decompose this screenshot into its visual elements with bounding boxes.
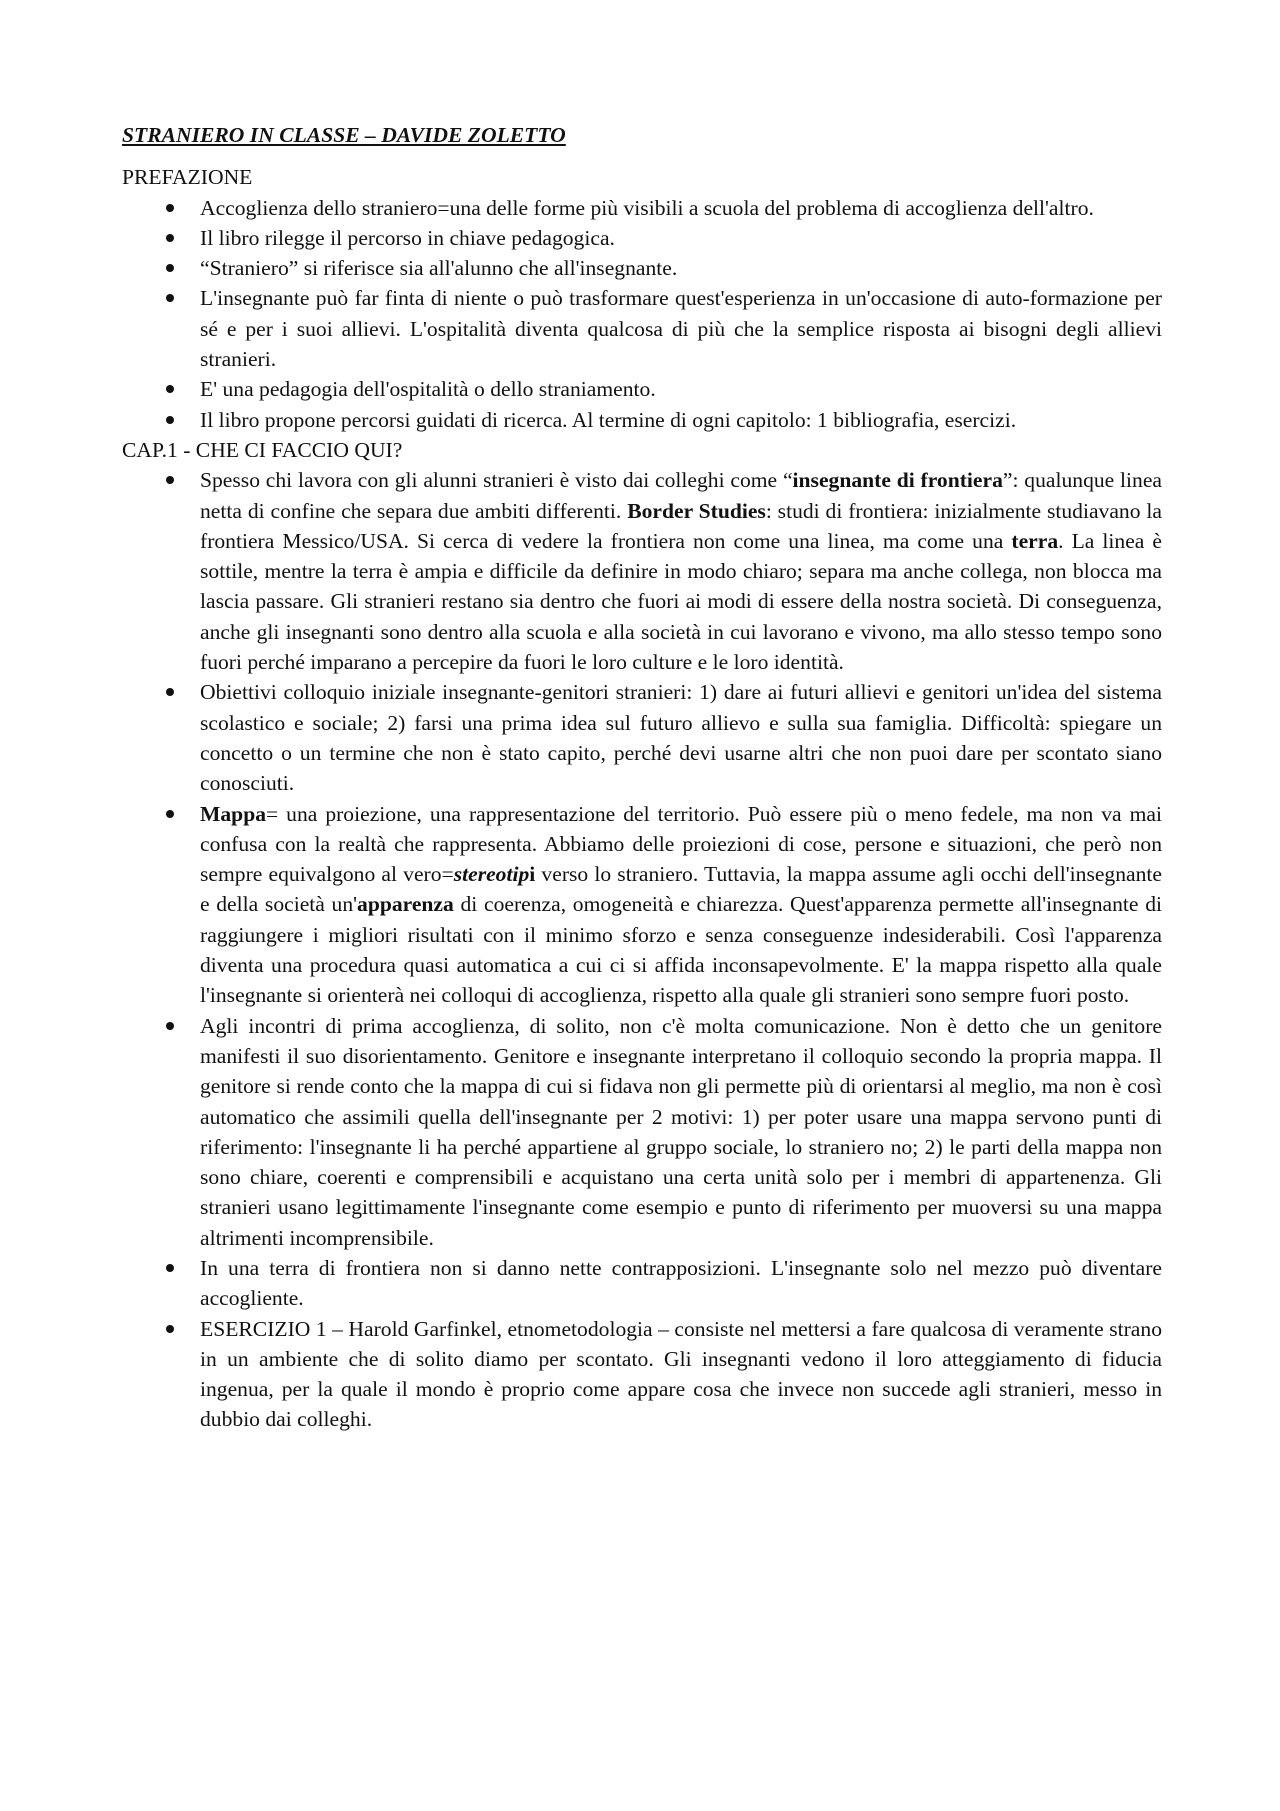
bullet-icon bbox=[166, 264, 174, 272]
bullet-icon bbox=[166, 688, 174, 696]
list-item bbox=[122, 193, 1162, 223]
list-item bbox=[122, 677, 1162, 798]
bullet-icon bbox=[166, 476, 174, 484]
list-item bbox=[122, 253, 1162, 283]
text-run: Agli incontri di prima accoglienza, di solito, non c'è molta comunicazione. Non è detto che un genitore manifesti il suo disorientamento. Genitore e insegnante interpretano il colloquio secondo la propria mappa. Il genitore si rende conto che la mappa di cui si fidava non gli permette più di orientarsi al meglio, ma non è così automatico che assimili quella dell'insegnante per 2 motivi: 1) per poter usare una mappa servono punti di riferimento: l'insegnante li ha perché appartiene al gruppo sociale, lo straniero no; 2) le parti della mappa non sono chiare, coerenti e comprensibili e acquistano una certa unità solo per i membri di appartenenza. Gli stranieri usano legittimamente l'insegnante come esempio e punto di riferimento per muoversi su una mappa altrimenti incomprensibile. bbox=[200, 1013, 1162, 1250]
emphasis-text: Mappa bbox=[200, 801, 266, 826]
bullet-icon bbox=[166, 234, 174, 242]
text-run: verso lo straniero. Tuttavia, la mappa assume agli occhi dell'insegnante e della società un' bbox=[200, 862, 1162, 917]
list-item bbox=[122, 223, 1162, 253]
text-run: Il libro propone percorsi guidati di ricerca. Al termine di ogni capitolo: 1 bibliografia, esercizi. bbox=[200, 407, 1017, 432]
bullet-icon bbox=[166, 385, 174, 393]
emphasis-text: Border Studies bbox=[627, 498, 766, 523]
bullet-icon bbox=[166, 1325, 174, 1333]
text-run: Accoglienza dello straniero=una delle forme più visibili a scuola del problema di accoglienza dell'altro. bbox=[200, 195, 1094, 220]
list-item bbox=[122, 283, 1162, 374]
emphasis-text: stereotip bbox=[453, 862, 530, 887]
emphasis-text: insegnante di frontiera bbox=[792, 468, 1003, 493]
document-title: STRANIERO IN CLASSE – DAVIDE ZOLETTO bbox=[122, 123, 566, 147]
text-run: E' una pedagogia dell'ospitalità o dello straniamento. bbox=[200, 377, 656, 402]
list-item bbox=[122, 405, 1162, 435]
emphasis-text: terra bbox=[1011, 528, 1059, 553]
list-item bbox=[122, 465, 1162, 677]
text-run: ”: qualunque linea netta di confine che separa due ambiti differenti. bbox=[200, 468, 1163, 523]
text-run: di coerenza, omogeneità e chiarezza. Quest'apparenza permette all'insegnante di raggiungere i migliori risultati con il minimo sforzo e senza conseguenze indesiderabili. Così l'apparenza diventa una procedura quasi automatica a cui ci si affida inconsapevolmente. E' la mappa rispetto alla quale l'insegnante si orienterà nei colloqui di accoglienza, rispetto alla quale gli stranieri sono sempre fuori posto. bbox=[200, 892, 1162, 1008]
text-run: “Straniero” si riferisce sia all'alunno che all'insegnante. bbox=[200, 256, 678, 281]
list-item bbox=[122, 1253, 1162, 1314]
text-run: : studi di frontiera: inizialmente studiavano la frontiera Messico/USA. Si cerca di vedere la frontiera non come una linea, ma come una bbox=[200, 498, 1162, 553]
emphasis-text: apparenza bbox=[357, 892, 454, 917]
section-heading: CAP.1 - CHE CI FACCIO QUI? bbox=[122, 437, 403, 462]
text-run: Spesso chi lavora con gli alunni stranieri è visto dai colleghi come “ bbox=[200, 468, 793, 493]
bullet-icon bbox=[166, 416, 174, 424]
bullet-list bbox=[122, 193, 1162, 435]
bullet-list bbox=[122, 465, 1162, 1435]
bullet-icon bbox=[166, 810, 174, 818]
list-item bbox=[122, 374, 1162, 404]
list-item bbox=[122, 1011, 1162, 1253]
document-body bbox=[122, 162, 1162, 1434]
text-run: . La linea è sottile, mentre la terra è ampia e difficile da definire in modo chiaro; separa ma anche collega, non blocca ma lascia passare. Gli stranieri restano sia dentro che fuori ai modi di essere della nostra società. Di conseguenza, anche gli insegnanti sono dentro alla scuola e alla società in cui lavorano e vivono, ma allo stesso tempo sono fuori perché imparano a percepire da fuori le loro culture e le loro identità. bbox=[200, 528, 1162, 675]
bullet-icon bbox=[166, 294, 174, 302]
text-run: ESERCIZIO 1 – Harold Garfinkel, etnometodologia – consiste nel mettersi a fare qualcosa di veramente strano in un ambiente che di solito diamo per scontato. Gli insegnanti vedono il loro atteggiamento di fiducia ingenua, per la quale il mondo è proprio come appare cosa che invece non succede agli stranieri, messo in dubbio dai colleghi. bbox=[200, 1316, 1162, 1432]
bullet-icon bbox=[166, 1264, 174, 1272]
section-heading: PREFAZIONE bbox=[122, 165, 253, 190]
bullet-icon bbox=[166, 204, 174, 212]
list-item bbox=[122, 799, 1162, 1011]
list-item bbox=[122, 1314, 1162, 1435]
text-run: Il libro rilegge il percorso in chiave pedagogica. bbox=[200, 225, 615, 250]
text-run: L'insegnante può far finta di niente o può trasformare quest'esperienza in un'occasione di auto-formazione per sé e per i suoi allievi. L'ospitalità diventa qualcosa di più che la semplice risposta ai bisogni degli allievi stranieri. bbox=[200, 286, 1162, 372]
text-run: = una proiezione, una rappresentazione del territorio. Può essere più o meno fedele, ma non va mai confusa con la realtà che rappresenta. Abbiamo delle proiezioni di cose, persone e situazioni, che però non sempre equivalgono al vero= bbox=[200, 801, 1162, 887]
text-run: In una terra di frontiera non si danno nette contrapposizioni. L'insegnante solo nel mezzo può diventare accogliente. bbox=[200, 1255, 1162, 1311]
bullet-icon bbox=[166, 1022, 174, 1030]
emphasis-text: i bbox=[529, 862, 536, 887]
text-run: Obiettivi colloquio iniziale insegnante-genitori stranieri: 1) dare ai futuri allievi e genitori un'idea del sistema scolastico e sociale; 2) farsi una prima idea sul futuro allievo e sulla sua famiglia. Difficoltà: spiegare un concetto o un termine che non è stato capito, perché devi usarne altri che non puoi dare per scontato siano conosciuti. bbox=[200, 680, 1162, 796]
